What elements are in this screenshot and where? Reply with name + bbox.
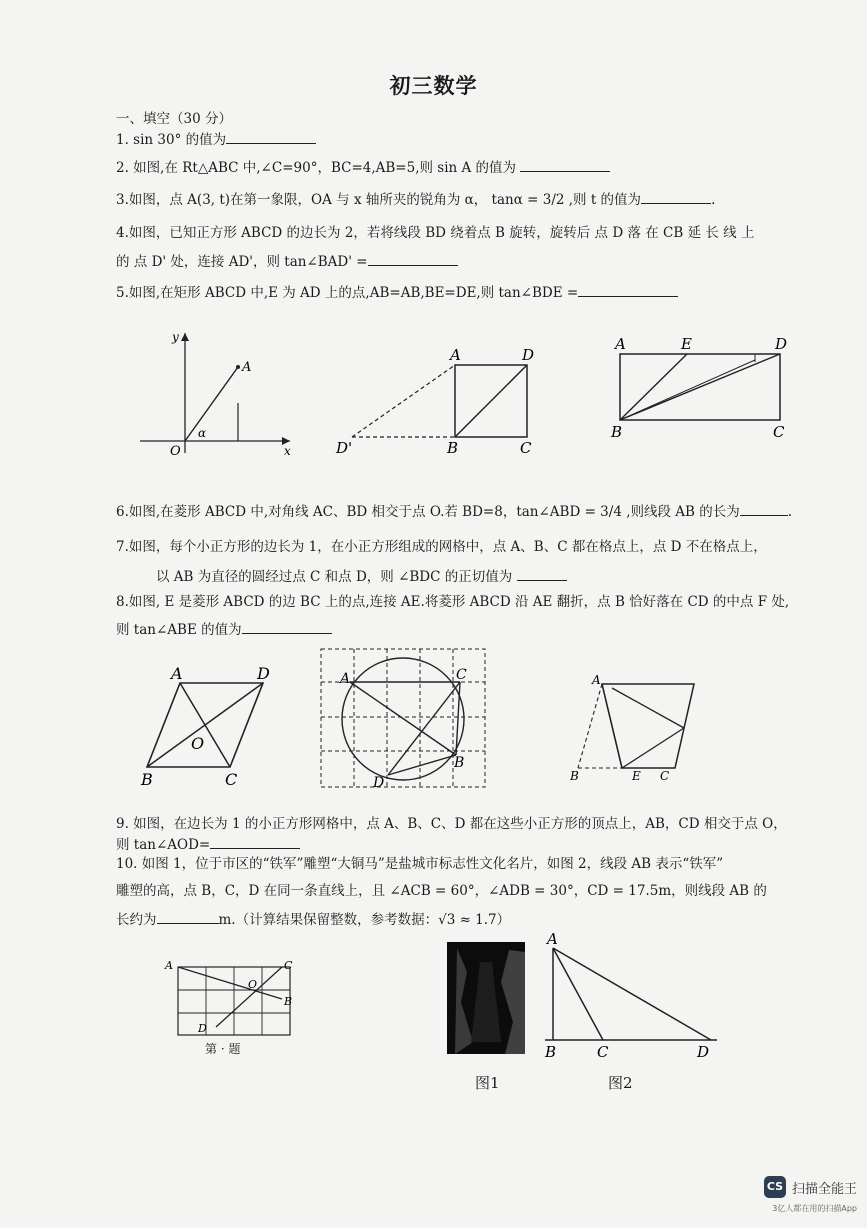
scanner-tagline: 3亿人都在用的扫描App <box>772 1204 857 1213</box>
question-10-text-a: 长约为 <box>116 912 157 928</box>
svg-text:C: C <box>284 959 293 972</box>
question-7-text: 以 AB 为直径的圆经过点 C 和点 D，则 ∠BDC 的正切值为 <box>156 569 513 585</box>
question-10-line-1: 10. 如图 1，位于市区的“铁军”雕塑“大铜马”是盐城市标志性文化名片，如图 2，线段 AB 表示“铁军” <box>116 856 724 872</box>
figure-q4-square <box>330 340 540 460</box>
question-9-line-2 <box>116 833 300 853</box>
svg-text:C: C <box>597 1043 609 1061</box>
question-6: 6.如图,在菱形 ABCD 中,对角线 AC、BD 相交于点 O.若 BD=8，tan∠ABD = 3/4 ,则线段 AB 的长为 . <box>116 500 792 520</box>
figure-2-caption: 图2 <box>608 1074 633 1092</box>
question-4-text: 的 点 D' 处，连接 AD'，则 tan∠BAD' = <box>116 254 368 270</box>
question-8-line-1: 8.如图, E 是菱形 ABCD 的边 BC 上的点,连接 AE.将菱形 ABCD 沿 AE 翻折，点 B 恰好落在 CD 的中点 F 处, <box>116 594 790 610</box>
svg-text:A: A <box>165 959 173 972</box>
figure-q6-rhombus <box>135 665 285 790</box>
svg-text:D: D <box>697 1043 710 1061</box>
question-7-line-2 <box>156 565 567 585</box>
question-1-text: 1. sin 30° 的值为 <box>116 132 227 148</box>
answer-blank <box>157 909 219 924</box>
figure-q3-coordinate <box>130 325 300 460</box>
svg-text:B: B <box>545 1043 557 1061</box>
svg-text:C: C <box>225 770 238 789</box>
question-3-text: 3.如图，点 A(3, t)在第一象限，OA 与 x 轴所夹的锐角为 α， tanα = 3/2 ,则 t 的值为 <box>116 192 642 208</box>
figure-q5-rectangle <box>605 330 795 445</box>
question-7-line-1: 7.如图，每个小正方形的边长为 1，在小正方形组成的网格中，点 A、B、C 都在格点上，点 D 不在格点上， <box>116 539 767 555</box>
question-9-text: 则 tan∠AOD= <box>116 837 211 853</box>
svg-text:B: B <box>447 439 459 457</box>
answer-blank <box>226 129 316 144</box>
svg-text:B: B <box>284 995 293 1008</box>
figure-1-caption: 图1 <box>475 1074 500 1092</box>
answer-blank <box>517 566 567 581</box>
svg-text:D: D <box>373 775 385 791</box>
svg-text:B: B <box>141 770 153 789</box>
question-8-line-2 <box>116 618 332 638</box>
answer-blank <box>210 834 300 849</box>
question-10-line-3 <box>116 908 510 928</box>
question-10-line-2: 雕塑的高，点 B，C，D 在同一条直线上，且 ∠ACB = 60°，∠ADB = 30°，CD = 17.5m，则线段 AB 的 <box>116 883 767 899</box>
figure-q7-grid-circle <box>318 645 490 793</box>
svg-text:O: O <box>191 734 205 753</box>
answer-blank <box>641 189 711 204</box>
figure-q10-triangle <box>535 930 730 1065</box>
svg-text:B: B <box>454 755 465 771</box>
svg-text:E: E <box>681 335 692 353</box>
svg-text:O: O <box>248 978 258 991</box>
section-heading: 一、填空（30 分） <box>116 111 232 127</box>
sculpture-photo <box>447 942 525 1054</box>
svg-text:D: D <box>775 335 788 353</box>
question-3: 3.如图，点 A(3, t)在第一象限，OA 与 x 轴所夹的锐角为 α， tanα = 3/2 ,则 t 的值为 . <box>116 188 715 208</box>
question-8-text: 则 tan∠ABE 的值为 <box>116 622 242 638</box>
answer-blank <box>578 282 678 297</box>
svg-text:A: A <box>242 360 252 375</box>
question-9-line-1: 9. 如图，在边长为 1 的小正方形网格中，点 A、B、C、D 都在这些小正方形的顶点上，AB，CD 相交于点 O， <box>116 816 787 832</box>
svg-text:D: D <box>522 346 535 364</box>
question-2-text: 2. 如图,在 Rt△ABC 中,∠C=90°，BC=4,AB=5,则 sin A 的值为 <box>116 160 517 176</box>
svg-text:C: C <box>660 769 670 783</box>
svg-text:D: D <box>198 1022 207 1035</box>
svg-text:C: C <box>456 667 467 683</box>
scanner-logo-icon: CS <box>764 1176 786 1198</box>
svg-text:B: B <box>570 769 579 783</box>
svg-text:y: y <box>172 330 179 344</box>
answer-blank <box>368 251 458 266</box>
svg-text:B: B <box>611 423 623 441</box>
svg-text:D: D <box>257 665 270 683</box>
scanner-brand-name: 扫描全能王 <box>791 1181 857 1197</box>
svg-text:D': D' <box>336 439 353 457</box>
figure-q9-caption: 第 · 题 <box>205 1042 241 1056</box>
svg-text:A: A <box>547 930 558 948</box>
page-title: 初三数学 <box>389 73 478 98</box>
svg-text:A: A <box>592 673 601 687</box>
svg-text:A: A <box>615 335 626 353</box>
answer-blank <box>520 157 610 172</box>
question-5 <box>116 281 678 301</box>
question-4-line-2 <box>116 250 458 270</box>
svg-text:A: A <box>340 671 351 687</box>
question-5-text: 5.如图,在矩形 ABCD 中,E 为 AD 上的点,AB=AB,BE=DE,则 tan∠BDE = <box>116 285 579 301</box>
question-4-line-1: 4.如图，已知正方形 ABCD 的边长为 2，若将线段 BD 绕着点 B 旋转，旋转后 点 D 落 在 CB 延 长 线 上 <box>116 225 755 241</box>
answer-blank <box>242 619 332 634</box>
figure-q9-grid <box>160 955 310 1045</box>
svg-text:A: A <box>450 346 461 364</box>
svg-text:x: x <box>284 444 291 458</box>
figure-q8-rhombus-fold <box>570 670 720 785</box>
svg-text:E: E <box>632 769 641 783</box>
svg-text:C: C <box>520 439 532 457</box>
question-2 <box>116 156 610 176</box>
svg-text:C: C <box>773 423 785 441</box>
svg-text:O: O <box>170 444 181 459</box>
svg-text:A: A <box>171 665 183 683</box>
question-6-text: 6.如图,在菱形 ABCD 中,对角线 AC、BD 相交于点 O.若 BD=8，tan∠ABD = 3/4 ,则线段 AB 的长为 <box>116 504 740 520</box>
answer-blank <box>740 501 788 516</box>
question-1 <box>116 128 316 148</box>
svg-text:α: α <box>198 426 207 440</box>
question-10-text-b: m.（计算结果保留整数，参考数据：√3 ≈ 1.7） <box>218 912 511 928</box>
scanner-watermark <box>764 1176 857 1198</box>
